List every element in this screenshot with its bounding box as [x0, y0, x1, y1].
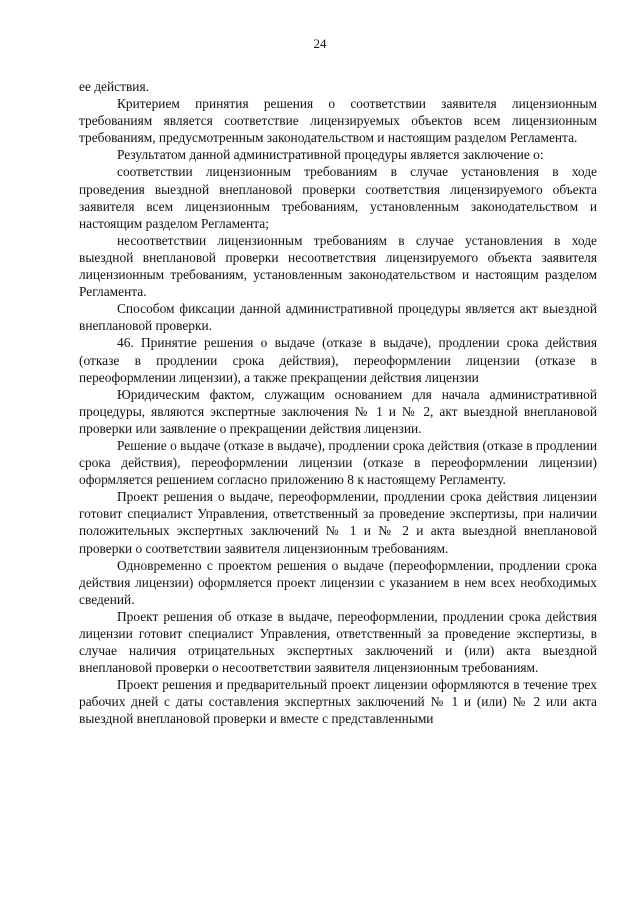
paragraph-project-issuance: Проект решения о выдаче, переоформлении, продлении срока действия лицензии готовит специалист Управления, ответственный за проведение экспертизы, при наличии положительных экспертных заключений № 1 и № 2 и акта выездной внеплановой проверки о соответствии заявителя лицензионным требованиям.	[79, 489, 597, 556]
page-number: 24	[313, 36, 327, 51]
paragraph-section-46-heading: 46. Принятие решения о выдаче (отказе в выдаче), продлении срока действия (отказе в продлении срока действия), переоформлении лицензии (отказе в переоформлении лицензии), а также прекращении действия лицензии	[79, 335, 597, 385]
paragraph-compliance: соответствии лицензионным требованиям в случае установления в ходе проведения выездной внеплановой проверки соответствия лицензируемого объекта заявителя всем лицензионным требованиям, установленным законодательством и настоящим разделом Регламента;	[79, 164, 597, 231]
paragraph-decision-criterion: Критерием принятия решения о соответствии заявителя лицензионным требованиям является соответствие лицензируемых объектов всем лицензионным требованиям, предусмотренным законодательством и настоящим разделом Регламента.	[79, 96, 597, 146]
paragraph-project-refusal: Проект решения об отказе в выдаче, переоформлении, продлении срока действия лицензии готовит специалист Управления, ответственный за проведение экспертизы, в случае наличия отрицательных экспертных заключений и (или) акта выездной внеплановой проверки о несоответствии заявителя лицензионным требованиям.	[79, 608, 597, 676]
paragraph-procedure-result: Результатом данной административной процедуры является заключение о:	[117, 147, 544, 163]
paragraph-project-timing: Проект решения и предварительный проект лицензии оформляются в течение трех рабочих дней с даты составления экспертных заключений № 1 и (или) № 2 или акта выездной внеплановой проверки и вместе с представленными	[79, 677, 597, 727]
paragraph-license-project: Одновременно с проектом решения о выдаче (переоформлении, продлении срока действия лицензии) оформляется проект лицензии с указанием в нем всех необходимых сведений.	[79, 557, 597, 607]
paragraph-legal-fact: Юридическим фактом, служащим основанием для начала административной процедуры, являются экспертные заключения № 1 и № 2, акт выездной внеплановой проверки или заявление о прекращении действия лицензии.	[79, 386, 597, 436]
paragraph-decision-form: Решение о выдаче (отказе в выдаче), продлении срока действия (отказе в продлении срока действия), переоформлении лицензии (отказе в переоформлении лицензии) оформляется решением согласно приложению 8 к настоящему Регламенту.	[79, 437, 597, 488]
paragraph-noncompliance: несоответствии лицензионным требованиям в случае установления в ходе выездной внеплановой проверки несоответствия лицензируемого объекта заявителя лицензионным требованиям, установленным законодательством и настоящим разделом Регламента.	[79, 232, 597, 300]
document-body	[79, 78, 597, 728]
paragraph-fixation-method: Способом фиксации данной административной процедуры является акт выездной внеплановой проверки.	[79, 301, 597, 334]
paragraph-continuation: ее действия.	[79, 79, 149, 94]
